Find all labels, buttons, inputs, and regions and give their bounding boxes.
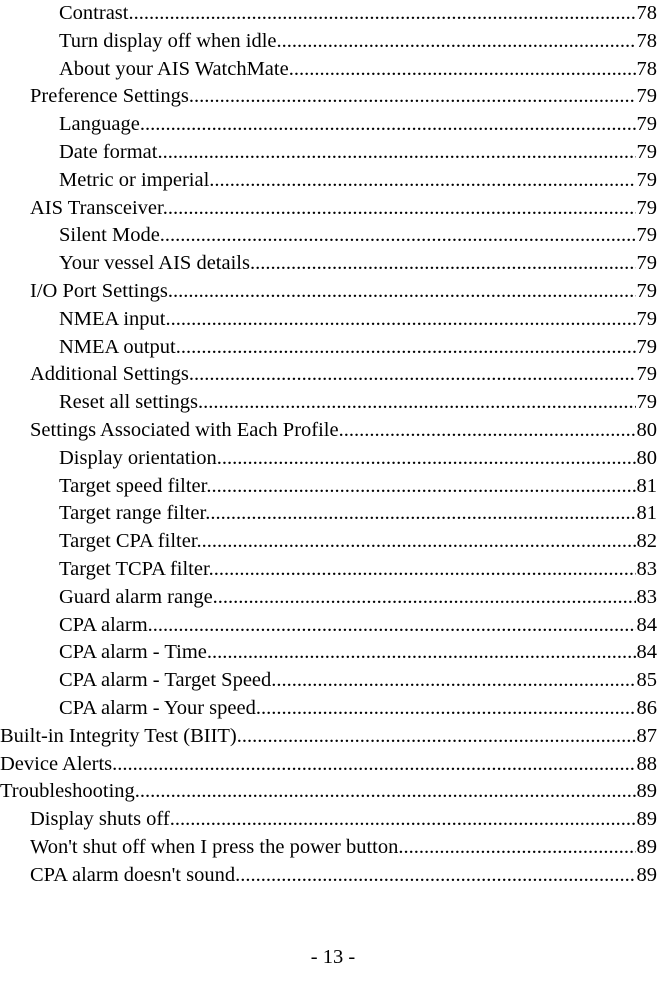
toc-entry-title: Preference Settings .....: [30, 83, 657, 111]
toc-entry-line: [0, 473, 657, 501]
toc-entry[interactable]: [0, 83, 666, 111]
toc-entry-page: 79: [636, 250, 658, 278]
toc-entry-page: 89: [636, 778, 658, 806]
toc-entry-line: [0, 111, 657, 139]
toc-entry-title: Additional Settings .....: [30, 361, 657, 389]
toc-entry[interactable]: [0, 500, 666, 528]
toc-entry-line: [0, 862, 657, 890]
page-number: - 13 -: [310, 946, 356, 968]
toc-entry-title: Your vessel AIS details .....: [59, 250, 657, 278]
toc-entry-line: [0, 139, 657, 167]
toc-entry[interactable]: [0, 389, 666, 417]
toc-entry-line: [0, 195, 657, 223]
toc-entry-line: [0, 56, 657, 84]
toc-entry-line: [0, 723, 657, 751]
toc-entry[interactable]: [0, 167, 666, 195]
toc-entry-page: 81: [636, 500, 658, 528]
toc-entry-title: Turn display off when idle .....: [59, 28, 657, 56]
toc-entry-line: [0, 528, 657, 556]
toc-entry-title: Target CPA filter .....: [59, 528, 657, 556]
toc-entry-page: 85: [636, 667, 658, 695]
toc-entry[interactable]: [0, 445, 666, 473]
toc-entry[interactable]: [0, 806, 666, 834]
toc-entry[interactable]: [0, 612, 666, 640]
toc-entry-title: CPA alarm - Time .....: [59, 639, 657, 667]
toc-entry-line: [0, 612, 657, 640]
toc-entry-line: [0, 250, 657, 278]
toc-entry[interactable]: [0, 0, 666, 28]
toc-entry[interactable]: [0, 556, 666, 584]
toc-entry-line: [0, 778, 657, 806]
toc-entry[interactable]: [0, 195, 666, 223]
toc-entry-page: 84: [636, 612, 658, 640]
toc-entry-page: 78: [636, 56, 658, 84]
toc-entry[interactable]: [0, 56, 666, 84]
toc-entry-line: [0, 389, 657, 417]
toc-entry-title: Target range filter .....: [59, 500, 657, 528]
toc-entry[interactable]: [0, 723, 666, 751]
toc-entry-title: Settings Associated with Each Profile .....: [30, 417, 657, 445]
toc-entry-page: 81: [636, 473, 658, 501]
toc-entry-line: [0, 417, 657, 445]
toc-entry-line: [0, 500, 657, 528]
toc-entry[interactable]: [0, 667, 666, 695]
toc-entry-page: 80: [636, 417, 658, 445]
toc-entry-page: 79: [636, 222, 658, 250]
toc-entry[interactable]: [0, 834, 666, 862]
toc-entry-title: NMEA output .....: [59, 334, 657, 362]
toc-entry-line: [0, 167, 657, 195]
toc-entry[interactable]: [0, 862, 666, 890]
toc-entry-title: CPA alarm doesn't sound .....: [30, 862, 657, 890]
toc-entry[interactable]: [0, 528, 666, 556]
toc-entry-line: [0, 361, 657, 389]
toc-entry-title: NMEA input .....: [59, 306, 657, 334]
toc-entry-page: 80: [636, 445, 658, 473]
toc-entry-line: [0, 584, 657, 612]
toc-entry[interactable]: [0, 751, 666, 779]
toc-entry-line: [0, 28, 657, 56]
toc-entry-page: 82: [636, 528, 658, 556]
toc-entry-title: CPA alarm - Target Speed .....: [59, 667, 657, 695]
toc-entry-title: Contrast .....: [59, 0, 657, 28]
toc-entry-page: 79: [636, 361, 658, 389]
toc-entry-line: [0, 83, 657, 111]
toc-entry-title: AIS Transceiver .....: [30, 195, 657, 223]
toc-entry-title: Target TCPA filter .....: [59, 556, 657, 584]
toc-entry-line: [0, 806, 657, 834]
toc-entry-page: 78: [636, 28, 658, 56]
toc-entry-title: Target speed filter .....: [59, 473, 657, 501]
toc-entry[interactable]: [0, 222, 666, 250]
toc-entry[interactable]: [0, 361, 666, 389]
toc-entry[interactable]: [0, 278, 666, 306]
toc-entry-title: Language .....: [59, 111, 657, 139]
toc-entry[interactable]: [0, 28, 666, 56]
toc-entry-line: [0, 278, 657, 306]
toc-entry-title: Metric or imperial .....: [59, 167, 657, 195]
toc-entry-page: 83: [636, 584, 658, 612]
toc-entry[interactable]: [0, 139, 666, 167]
toc-entry-line: [0, 556, 657, 584]
toc-entry-line: [0, 334, 657, 362]
toc-entry-title: Display orientation .....: [59, 445, 657, 473]
toc-entry-page: 79: [636, 306, 658, 334]
toc-entry-page: 88: [636, 751, 658, 779]
toc-entry-page: 79: [636, 167, 658, 195]
toc-entry[interactable]: [0, 334, 666, 362]
toc-entry-title: About your AIS WatchMate .....: [59, 56, 657, 84]
toc-entry[interactable]: [0, 695, 666, 723]
toc-entry-line: [0, 834, 657, 862]
toc-entry-line: [0, 667, 657, 695]
toc-entry-page: 87: [636, 723, 658, 751]
toc-entry-page: 79: [636, 334, 658, 362]
toc-entry-title: Device Alerts .....: [0, 751, 657, 779]
toc-entry-line: [0, 751, 657, 779]
toc-entry-title: CPA alarm - Your speed .....: [59, 695, 657, 723]
toc-entry-title: I/O Port Settings .....: [30, 278, 657, 306]
toc-entry[interactable]: [0, 639, 666, 667]
toc-entry-page: 79: [636, 83, 658, 111]
toc-entry[interactable]: [0, 417, 666, 445]
toc-entry-page: 84: [636, 639, 658, 667]
toc-entry-line: [0, 445, 657, 473]
toc-entry[interactable]: [0, 111, 666, 139]
toc-entry-title: Guard alarm range .....: [59, 584, 657, 612]
toc-entry[interactable]: [0, 778, 666, 806]
toc-entry-page: 83: [636, 556, 658, 584]
toc-entry-page: 79: [636, 195, 658, 223]
toc-entry-title: Silent Mode .....: [59, 222, 657, 250]
toc-entry-page: 79: [636, 389, 658, 417]
toc-entry-page: 79: [636, 139, 658, 167]
toc-entry-title: Built-in Integrity Test (BIIT) .....: [0, 723, 657, 751]
toc-entry-title: Troubleshooting .....: [0, 778, 657, 806]
toc-entry[interactable]: [0, 473, 666, 501]
toc-entry-page: 89: [636, 862, 658, 890]
toc-entry-page: 89: [636, 806, 658, 834]
toc-entry-line: [0, 306, 657, 334]
toc-entry-title: Won't shut off when I press the power button .....: [30, 834, 657, 862]
toc-entry-page: 79: [636, 111, 658, 139]
toc-entry-title: Reset all settings .....: [59, 389, 657, 417]
toc-entry-title: CPA alarm .....: [59, 612, 657, 640]
toc-entry-line: [0, 695, 657, 723]
toc-entry-line: [0, 222, 657, 250]
toc-entry[interactable]: [0, 306, 666, 334]
toc-entry-line: [0, 639, 657, 667]
toc-entry-page: 86: [636, 695, 658, 723]
toc-entry-title: Date format .....: [59, 139, 657, 167]
toc-entry[interactable]: [0, 250, 666, 278]
toc-entry-title: Display shuts off .....: [30, 806, 657, 834]
toc-entry-page: 89: [636, 834, 658, 862]
toc-entry-line: [0, 0, 657, 28]
toc-entry-page: 78: [636, 0, 658, 28]
toc-entry-page: 79: [636, 278, 658, 306]
toc-entry[interactable]: [0, 584, 666, 612]
